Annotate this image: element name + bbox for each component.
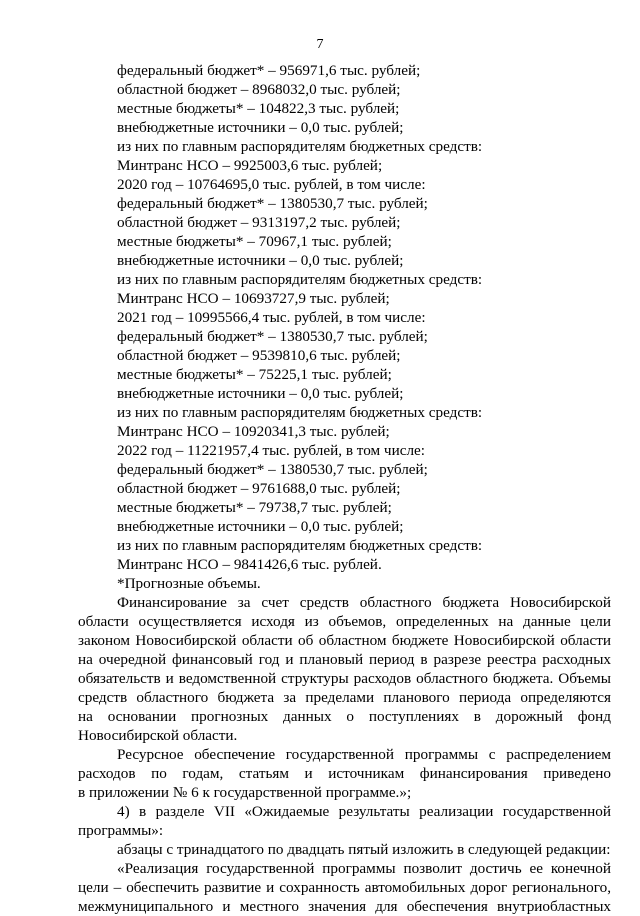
- text-line: из них по главным распорядителям бюджетных средств:: [117, 138, 483, 155]
- text-line: 4) в разделе VII «Ожидаемые результаты реализации государственной: [117, 803, 611, 820]
- page-number: 7: [316, 37, 324, 52]
- text-line: обязательств и ведомственной структуры расходов областного бюджета. Объемы: [78, 670, 611, 687]
- text-line: федеральный бюджет* – 956971,6 тыс. рублей;: [117, 62, 421, 79]
- text-line: Ресурсное обеспечение государственной программы с распределением: [117, 746, 611, 763]
- text-line: «Реализация государственной программы позволит достичь ее конечной: [117, 860, 611, 877]
- text-line: областной бюджет – 9761688,0 тыс. рублей;: [117, 480, 401, 497]
- text-line: межмуниципального и местного значения для обеспечения внутриобластных: [78, 898, 611, 915]
- text-line: расходов по годам, статьям и источникам финансирования приведено: [78, 765, 611, 782]
- text-line: областной бюджет – 9313197,2 тыс. рублей;: [117, 214, 401, 231]
- text-line: 2020 год – 10764695,0 тыс. рублей, в том числе:: [117, 176, 426, 193]
- text-line: Минтранс НСО – 9841426,6 тыс. рублей.: [117, 556, 382, 573]
- text-line: местные бюджеты* – 75225,1 тыс. рублей;: [117, 366, 392, 383]
- text-line: местные бюджеты* – 104822,3 тыс. рублей;: [117, 100, 400, 117]
- text-line: федеральный бюджет* – 1380530,7 тыс. рублей;: [117, 328, 428, 345]
- text-line: *Прогнозные объемы.: [117, 575, 261, 592]
- text-line: законом Новосибирской области об областном бюджете Новосибирской области: [78, 632, 611, 649]
- text-line: федеральный бюджет* – 1380530,7 тыс. рублей;: [117, 195, 428, 212]
- text-line: внебюджетные источники – 0,0 тыс. рублей;: [117, 119, 404, 136]
- text-line: программы»:: [78, 822, 164, 839]
- text-line: из них по главным распорядителям бюджетных средств:: [117, 404, 483, 421]
- text-line: цели – обеспечить развитие и сохранность автомобильных дорог регионального,: [78, 879, 611, 896]
- text-line: Минтранс НСО – 9925003,6 тыс. рублей;: [117, 157, 383, 174]
- text-line: на очередной финансовый год и плановый период в разрезе реестра расходных: [78, 651, 611, 668]
- text-line: местные бюджеты* – 79738,7 тыс. рублей;: [117, 499, 392, 516]
- text-line: внебюджетные источники – 0,0 тыс. рублей;: [117, 518, 404, 535]
- text-line: Минтранс НСО – 10693727,9 тыс. рублей;: [117, 290, 390, 307]
- text-line: из них по главным распорядителям бюджетных средств:: [117, 271, 483, 288]
- text-line: областной бюджет – 8968032,0 тыс. рублей;: [117, 81, 401, 98]
- text-line: 2021 год – 10995566,4 тыс. рублей, в том числе:: [117, 309, 426, 326]
- text-line: Минтранс НСО – 10920341,3 тыс. рублей;: [117, 423, 390, 440]
- text-line: областной бюджет – 9539810,6 тыс. рублей;: [117, 347, 401, 364]
- text-line: на основании прогнозных данных о поступлениях в дорожный фонд: [78, 708, 611, 725]
- text-line: в приложении № 6 к государственной программе.»;: [78, 784, 412, 801]
- text-line: абзацы с тринадцатого по двадцать пятый изложить в следующей редакции:: [117, 841, 611, 858]
- text-line: внебюджетные источники – 0,0 тыс. рублей;: [117, 252, 404, 269]
- text-line: средств областного бюджета за пределами планового периода определяются: [78, 689, 611, 706]
- text-line: области осуществляется исходя из объемов, определенных на данные цели: [78, 613, 611, 630]
- text-line: из них по главным распорядителям бюджетных средств:: [117, 537, 483, 554]
- text-line: Финансирование за счет средств областного бюджета Новосибирской: [117, 594, 611, 611]
- text-line: местные бюджеты* – 70967,1 тыс. рублей;: [117, 233, 392, 250]
- text-line: федеральный бюджет* – 1380530,7 тыс. рублей;: [117, 461, 428, 478]
- text-line: 2022 год – 11221957,4 тыс. рублей, в том числе:: [117, 442, 425, 459]
- text-line: внебюджетные источники – 0,0 тыс. рублей;: [117, 385, 404, 402]
- text-line: Новосибирской области.: [78, 727, 238, 744]
